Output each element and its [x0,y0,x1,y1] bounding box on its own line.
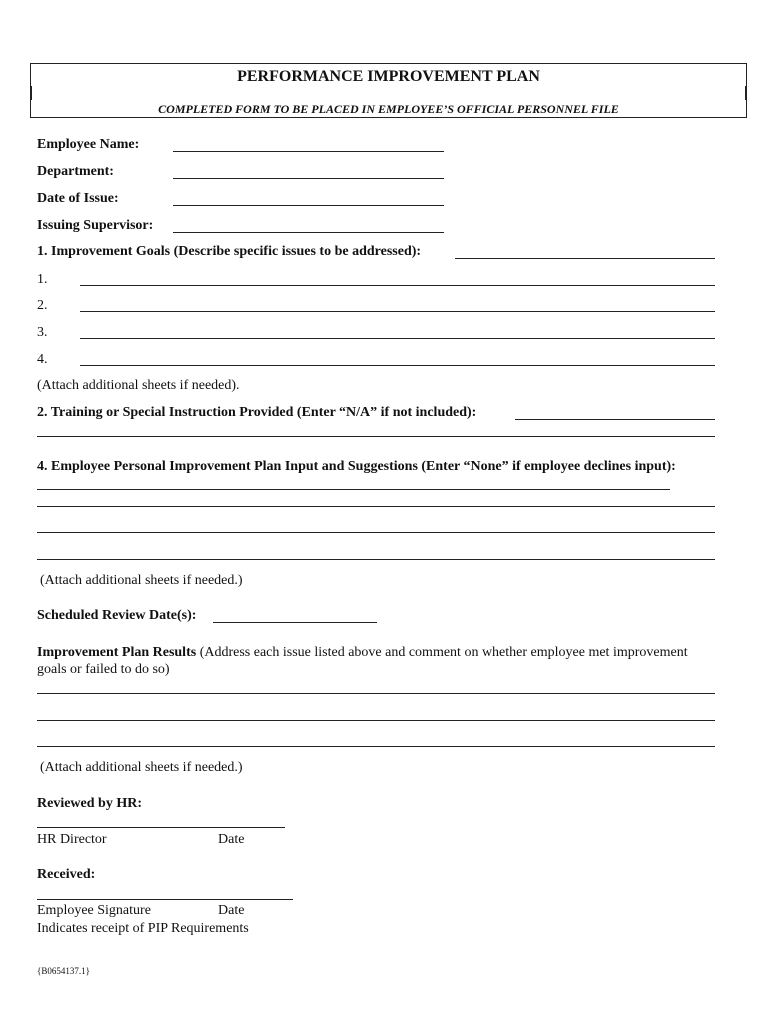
form-subtitle: COMPLETED FORM TO BE PLACED IN EMPLOYEE’S OFFICIAL PERSONNEL FILE [158,102,619,116]
section2-field[interactable] [37,436,715,437]
department-field[interactable] [173,178,444,179]
goal-item-number: 3. [37,325,48,340]
results-heading: Improvement Plan Results [37,645,197,660]
results-field-2[interactable] [37,720,715,721]
goal-field-3[interactable] [80,338,715,339]
hr-signer-label: HR Director [37,832,107,847]
section4-field-4[interactable] [37,559,715,560]
employee-name-field[interactable] [173,151,444,152]
results-field-1[interactable] [37,693,715,694]
review-date-field[interactable] [213,622,377,623]
results-description-cont: goals or failed to do so) [37,662,170,677]
date-of-issue-field[interactable] [173,205,444,206]
received-date-label: Date [218,903,245,918]
receipt-caption: Indicates receipt of PIP Requirements [37,921,249,936]
goal-field-1[interactable] [80,285,715,286]
employee-signature-label: Employee Signature [37,903,151,918]
form-title: PERFORMANCE IMPROVEMENT PLAN [237,68,540,85]
issuing-supervisor-label: Issuing Supervisor: [37,218,154,233]
section1-heading-field[interactable] [455,258,715,259]
results-description: (Address each issue listed above and comment on whether employee met improvement [199,645,688,660]
goal-item-number: 1. [37,272,48,287]
issuing-supervisor-field[interactable] [173,232,444,233]
results-field-3[interactable] [37,746,715,747]
employee-signature-field[interactable] [37,899,293,900]
hr-heading: Reviewed by HR: [37,796,142,811]
section2-heading: 2. Training or Special Instruction Provided (Enter “N/A” if not included): [37,405,477,420]
section4-heading: 4. Employee Personal Improvement Plan Input and Suggestions (Enter “None” if employee declines input): [37,459,676,474]
section4-field-3[interactable] [37,532,715,533]
goal-field-4[interactable] [80,365,715,366]
section1-note: (Attach additional sheets if needed). [37,378,240,393]
results-note: (Attach additional sheets if needed.) [40,760,243,775]
section2-heading-field[interactable] [515,419,715,420]
document-id: {B0654137.1} [37,966,90,976]
section4-note: (Attach additional sheets if needed.) [40,573,243,588]
goal-item-number: 2. [37,298,48,313]
hr-signature-field[interactable] [37,827,285,828]
section4-field-2[interactable] [37,506,715,507]
section1-heading: 1. Improvement Goals (Describe specific issues to be addressed): [37,244,422,259]
date-of-issue-label: Date of Issue: [37,191,119,206]
hr-date-label: Date [218,832,245,847]
goal-field-2[interactable] [80,311,715,312]
header-box [30,63,747,118]
received-heading: Received: [37,867,96,882]
section4-field-1[interactable] [37,489,670,490]
department-label: Department: [37,164,114,179]
employee-name-label: Employee Name: [37,137,140,152]
results-heading-row [37,645,688,661]
goal-item-number: 4. [37,352,48,367]
review-date-label: Scheduled Review Date(s): [37,608,197,623]
